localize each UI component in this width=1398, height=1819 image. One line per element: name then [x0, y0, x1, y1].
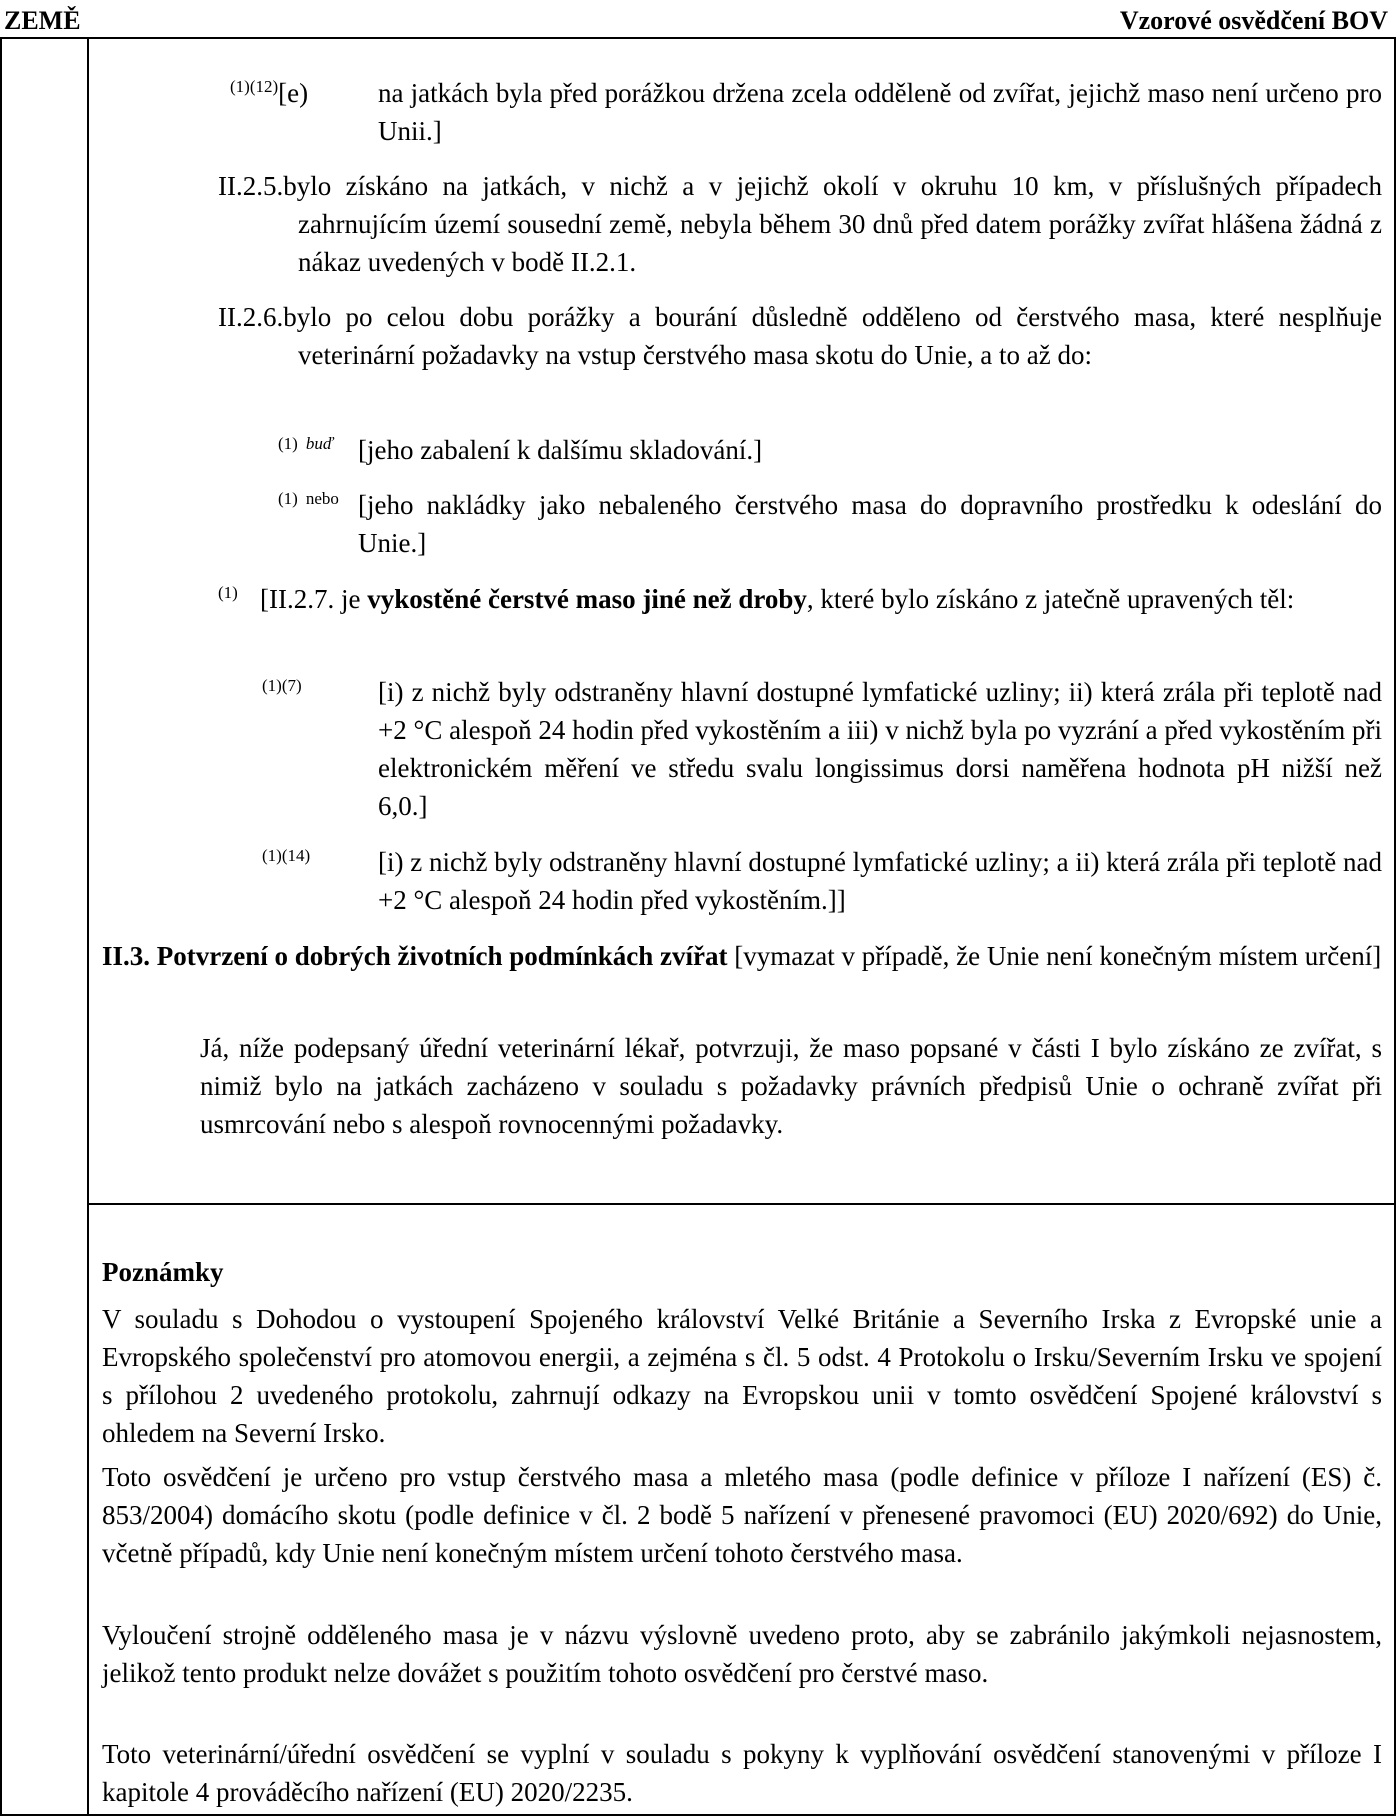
item-ii27-post: , které bylo získáno z jatečně upravených těl: — [806, 584, 1295, 614]
option-7-footnote: (1)(7) — [262, 676, 302, 695]
option-7-text: [i) z nichž byly odstraněny hlavní dostupné lymfatické uzliny; ii) která zrála při teplotě nad +2 °C alespoň 24 hodin před vykostěním a iii) v nichž byla po vyzrání a před vykostěním při elektronickém měření ve středu svalu longissimus dorsi naměřena hodnota pH nižší než 6,0.] — [378, 677, 1382, 821]
item-ii25-label: II.2.5. — [218, 171, 284, 201]
option-bud-text: [jeho zabalení k dalšímu skladování.] — [358, 435, 763, 465]
item-ii25 — [218, 167, 1382, 281]
item-ii26-label: II.2.6. — [218, 302, 284, 332]
section-ii3-title: II.3. Potvrzení o dobrých životních podmínkách zvířat — [102, 941, 728, 971]
option-bud-marker — [278, 431, 333, 473]
item-ii27-label: [II.2.7. — [260, 584, 335, 614]
section-ii3-heading — [102, 937, 1382, 975]
item-ii26 — [218, 298, 1382, 374]
section-ii3-instruction: [vymazat v případě, že Unie není konečným místem určení] — [727, 941, 1382, 971]
item-e-label: [e) — [278, 78, 309, 108]
option-14-footnote: (1)(14) — [262, 846, 311, 865]
option-14-text: [i) z nichž byly odstraněny hlavní dostupné lymfatické uzliny; a ii) která zrála při teplotě nad +2 °C alespoň 24 hodin před vykostěním.]] — [378, 847, 1382, 915]
item-e-footnote: (1)(12) — [230, 77, 279, 96]
item-ii27 — [260, 580, 1382, 618]
item-ii27-footnote: (1) — [218, 583, 238, 602]
option-bud-keyword: buď — [305, 434, 334, 453]
option-nebo-text: [jeho nakládky jako nebaleného čerstvého masa do dopravního prostředku k odeslání do Unie.] — [358, 490, 1382, 558]
option-nebo-keyword: nebo — [305, 489, 339, 508]
item-ii26-text: bylo po celou dobu porážky a bourání důsledně odděleno od čerstvého masa, které nesplňuje veterinární požadavky na vstup čerstvého masa skotu do Unie, a to až do: — [283, 302, 1382, 370]
item-e-text: na jatkách byla před porážkou držena zcela odděleně od zvířat, jejichž maso není určeno pro Unii.] — [378, 78, 1382, 146]
notes-paragraph-2: Toto osvědčení je určeno pro vstup čerstvého masa a mletého masa (podle definice v příloze I nařízení (ES) č. 853/2004) domácího skotu (podle definice v čl. 2 bodě 5 nařízení v přenesené pravomoci (EU) 2020/692) do Unie, včetně případů, kdy Unie není konečným místem určení tohoto čerstvého masa. — [102, 1462, 1382, 1568]
item-e-marker — [230, 74, 308, 116]
notes-paragraph-3: Vyloučení strojně odděleného masa je v názvu výslovně uvedeno proto, aby se zabránilo jakýmkoli nejasnostem, jelikož tento produkt nelze dovážet s použitím tohoto osvědčení pro čerstvé maso. — [102, 1620, 1382, 1688]
option-nebo-footnote: (1) — [278, 489, 298, 508]
option-14-marker — [262, 843, 310, 885]
notes-title: Poznámky — [102, 1257, 224, 1287]
item-ii27-footnote-wrap — [218, 580, 238, 622]
section-ii3-body: Já, níže podepsaný úřední veterinární lékař, potvrzuji, že maso popsané v části I bylo získáno ze zvířat, s nimiž bylo na jatkách zacházeno v souladu s požadavky právních předpisů Unie o ochraně zvířat při usmrcování nebo s alespoň rovnocennými požadavky. — [200, 1033, 1382, 1139]
option-bud-footnote: (1) — [278, 434, 298, 453]
header-country: ZEMĚ — [4, 6, 81, 35]
item-ii27-pre: je — [340, 584, 368, 614]
item-ii25-text: bylo získáno na jatkách, v nichž a v jejichž okolí v okruhu 10 km, v příslušných případech zahrnujícím území sousední země, nebyla během 30 dnů před datem porážky zvířat hlášena žádná z nákaz uvedených v bodě II.2.1. — [283, 171, 1382, 277]
header-certificate-title: Vzorové osvědčení BOV — [1119, 6, 1388, 35]
section-divider — [87, 1203, 1396, 1205]
item-ii27-bold: vykostěné čerstvé maso jiné než droby — [367, 584, 807, 614]
option-7-marker — [262, 673, 302, 715]
left-column-divider — [87, 37, 89, 1816]
notes-paragraph-4: Toto veterinární/úřední osvědčení se vyplní v souladu s pokyny k vyplňování osvědčení stanovenými v příloze I kapitole 4 prováděcího nařízení (EU) 2020/2235. — [102, 1739, 1382, 1807]
notes-paragraph-1: V souladu s Dohodou o vystoupení Spojeného království Velké Británie a Severního Irska z Evropské unie a Evropského společenství pro atomovou energii, a zejména s čl. 5 odst. 4 Protokolu o Irsku/Severním Irsku ve spojení s přílohou 2 uvedeného protokolu, zahrnují odkazy na Evropskou unii v tomto osvědčení Spojené království s ohledem na Severní Irsko. — [102, 1304, 1382, 1448]
option-nebo-marker — [278, 486, 339, 528]
